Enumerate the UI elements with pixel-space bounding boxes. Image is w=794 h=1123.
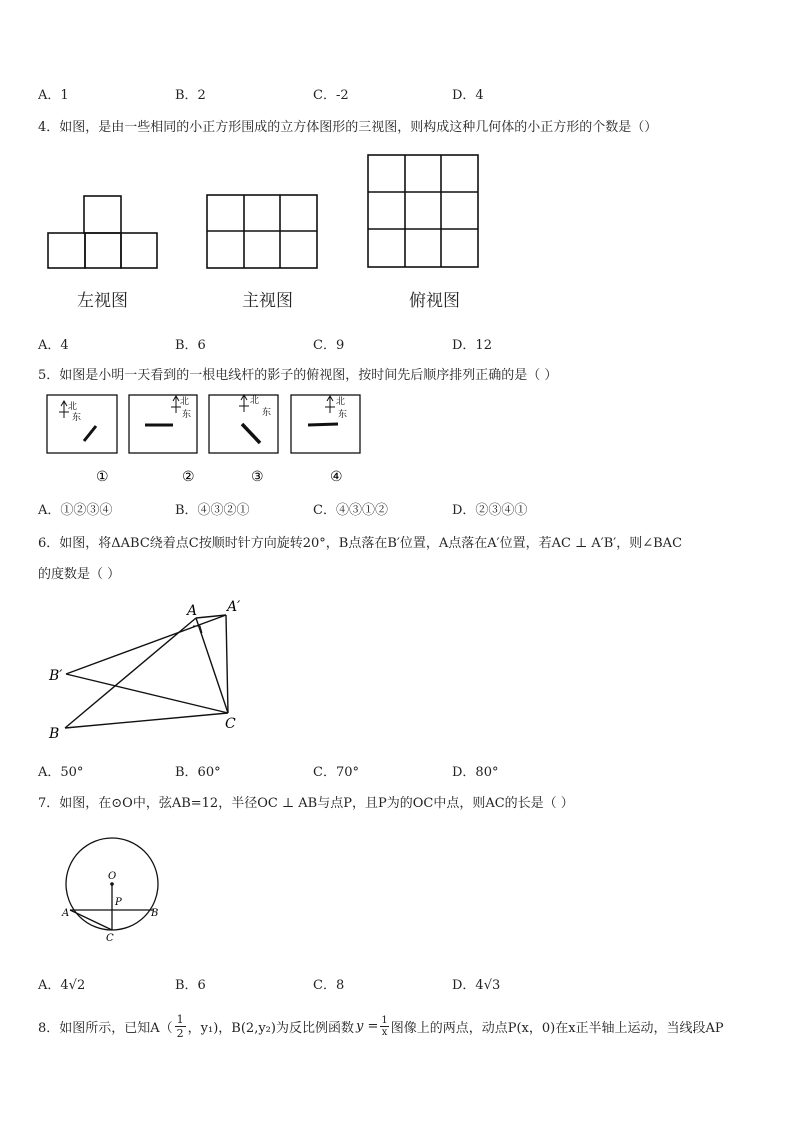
shadow-panel-2 <box>129 395 197 453</box>
q3-option-c: C．-2 <box>313 88 349 103</box>
panel-number-4: ④ <box>330 469 343 485</box>
panel4-east-label: 东 <box>338 410 348 420</box>
q8-func-den: x <box>381 1027 388 1038</box>
shadow-panel-4 <box>291 395 360 453</box>
q7-option-c: C．8 <box>313 978 345 993</box>
q6-option-b: B．60° <box>175 765 221 780</box>
panel1-north-label: 北 <box>68 402 78 412</box>
q4-option-d: D．12 <box>452 338 492 353</box>
pole-shadow <box>242 424 260 443</box>
q5-stem: 5．如图是小明一天看到的一根电线杆的影子的俯视图，按时间先后顺序排列正确的是（ ） <box>38 368 558 383</box>
label-C: C <box>225 716 236 732</box>
shadow-panel-3 <box>209 394 278 453</box>
q8-frac-num: 1 <box>176 1013 184 1026</box>
panel3-east-label: 东 <box>262 408 272 418</box>
label-A-prime: A′ <box>227 599 241 615</box>
q3-option-b: B．2 <box>175 88 206 103</box>
q5-option-b: B．④③②① <box>175 503 250 518</box>
label-C: C <box>106 933 114 944</box>
label-A: A <box>62 908 70 919</box>
q6-option-a: A．50° <box>38 765 84 780</box>
q6-stem-line1: 6．如图，将ΔABC绕着点C按顺时针方向旋转20°，B点落在B′位置，A点落在A′位置，若AC ⊥ A′B′，则∠BAC <box>38 536 683 551</box>
left-view-label: 左视图 <box>77 291 128 311</box>
q5-option-a: A．①②③④ <box>38 503 113 518</box>
label-B-prime: B′ <box>49 668 63 684</box>
q3-option-d: D．4 <box>452 88 484 103</box>
q6-option-d: D．80° <box>452 765 499 780</box>
panel2-east-label: 东 <box>182 410 192 420</box>
panel1-east-label: 东 <box>72 413 82 423</box>
q8-frac-den: 2 <box>176 1027 184 1040</box>
q6-stem-line2: 的度数是（ ） <box>38 567 121 582</box>
label-A: A <box>187 603 198 619</box>
q8-stem-part2: ，y₁)，B(2,y₂)为反比例函数 <box>187 1021 354 1036</box>
pole-shadow <box>84 426 96 441</box>
q8-func-lhs: y = <box>355 1019 379 1034</box>
q8-stem-part3: 图像上的两点，动点P(x，0)在x正半轴上运动，当线段AP <box>390 1021 724 1036</box>
q7-option-a: A．4√2 <box>38 978 86 993</box>
shadow-panel-1 <box>47 395 117 453</box>
label-B: B <box>49 726 60 742</box>
panel2-north-label: 北 <box>180 397 190 407</box>
q7-option-d: D．4√3 <box>452 978 501 993</box>
q7-circle-figure <box>55 828 175 948</box>
panel4-north-label: 北 <box>336 397 346 407</box>
q3-option-a: A．1 <box>38 88 69 103</box>
panel3-north-label: 北 <box>250 396 260 406</box>
panel-number-3: ③ <box>251 469 264 485</box>
front-view-label: 主视图 <box>242 291 293 311</box>
q4-option-b: B．6 <box>175 338 206 353</box>
q6-rotation-figure <box>40 595 260 745</box>
pole-shadow <box>308 424 338 425</box>
q8-fraction-half <box>175 1013 186 1040</box>
q4-option-a: A．4 <box>38 338 69 353</box>
q5-shadow-panels-figure <box>40 390 370 490</box>
q7-option-b: B．6 <box>175 978 206 993</box>
label-P: P <box>115 897 122 908</box>
q8-stem <box>38 1013 724 1040</box>
q4-stem: 4．如图，是由一些相同的小正方形围成的立方体图形的三视图，则构成这种几何体的小正方形的个数是（） <box>38 120 658 135</box>
q4-option-c: C．9 <box>313 338 345 353</box>
panel-number-2: ② <box>182 469 195 485</box>
label-O: O <box>108 871 117 882</box>
q5-option-d: D．②③④① <box>452 503 528 518</box>
q5-option-c: C．④③①② <box>313 503 388 518</box>
label-B: B <box>151 908 159 919</box>
q8-func-num: 1 <box>381 1015 388 1026</box>
q7-stem: 7．如图，在⊙O中，弦AB=12，半径OC ⊥ AB与点P，且P为的OC中点，则AC的长是（ ） <box>38 796 574 811</box>
q8-fraction-1-over-x <box>380 1015 388 1038</box>
q6-option-c: C．70° <box>313 765 359 780</box>
left-view-top-square <box>84 196 121 233</box>
top-view-label: 俯视图 <box>409 291 460 311</box>
q8-stem-part1: 8．如图所示，已知A（ <box>38 1021 173 1036</box>
panel-number-1: ① <box>96 469 109 485</box>
